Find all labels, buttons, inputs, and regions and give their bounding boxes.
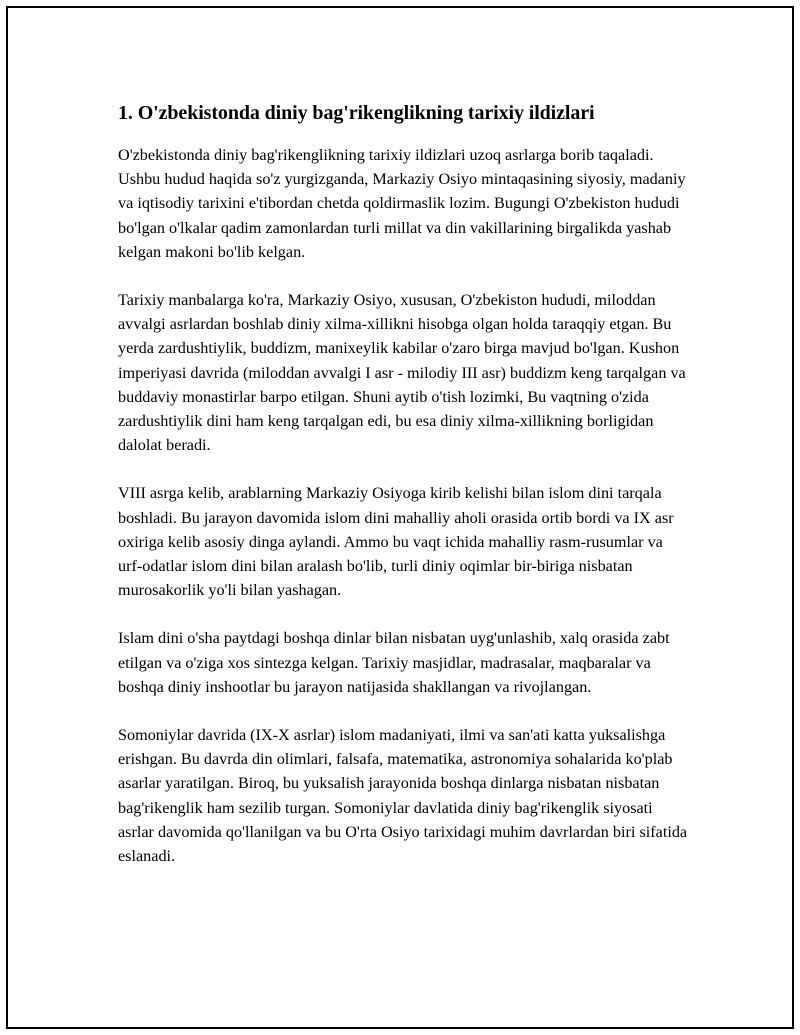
paragraph-3: VIII asrga kelib, arablarning Markaziy Osiyoga kirib kelishi bilan islom dini tarqala boshladi. Bu jarayon davomida islom dini mahalliy aholi orasida ortib bordi va IX asr oxiriga kelib asosiy dinga aylandi. Ammo bu vaqt ichida mahalliy rasm-rusumlar va urf-odatlar islom dini bilan aralash bo'lib, turli diniy oqimlar bir-biriga nisbatan murosakorlik yo'li bilan yashagan. [118, 484, 674, 600]
paragraph-1: O'zbekistonda diniy bag'rikenglikning tarixiy ildizlari uzoq asrlarga borib taqaladi. Ushbu hudud haqida so'z yurgizganda, Markaziy Osiyo mintaqasining siyosiy, madaniy va iqtisodiy tarixini e'tibordan chetda qoldirmaslik lozim. Bugungi O'zbekiston hududi bo'lgan o'lkalar qadim zamonlardan turli millat va din vakillarining birgalikda yashab kelgan makoni bo'lib kelgan. [118, 146, 686, 261]
paragraph-2: Tarixiy manbalarga ko'ra, Markaziy Osiyo, xususan, O'zbekiston hududi, miloddan avvalgi asrlardan boshlab diniy xilma-xillikni hisobga olgan holda taraqqiy etgan. Bu yerda zardushtiylik, buddizm, manixeylik kabilar o'zaro birga mavjud bo'lgan. Kushon imperiyasi davrida (miloddan avvalgi I asr - milodiy III asr) buddizm keng tarqalgan va buddaviy monastirlar barpo etilgan. Shuni aytib o'tish lozimki, Bu vaqtning o'zida zardushtiylik dini ham keng tarqalgan edi, bu esa diniy xilma-xillikning borligidan dalolat beradi. [118, 291, 686, 455]
page-frame [6, 6, 794, 1029]
section-heading: 1. O'zbekistonda diniy bag'rikenglikning tarixiy ildizlari [118, 102, 595, 124]
document-body [118, 100, 688, 892]
paragraph-5: Somoniylar davrida (IX-X asrlar) islom madaniyati, ilmi va san'ati katta yuksalishga erishgan. Bu davrda din olimlari, falsafa, matematika, astronomiya sohalarida ko'plab asarlar yaratilgan. Biroq, bu yuksalish jarayonida boshqa dinlarga nisbatan nisbatan bag'rikenglik ham sezilib turgan. Somoniylar davlatida diniy bag'rikenglik siyosati asrlar davomida qo'llanilgan va bu O'rta Osiyo tarixidagi muhim davrlardan biri sifatida eslanadi. [118, 726, 688, 866]
paragraph-4: Islam dini o'sha paytdagi boshqa dinlar bilan nisbatan uyg'unlashib, xalq orasida zabt etilgan va o'ziga xos sintezga kelgan. Tarixiy masjidlar, madrasalar, maqbaralar va boshqa diniy inshootlar bu jarayon natijasida shakllangan va rivojlangan. [118, 629, 670, 696]
